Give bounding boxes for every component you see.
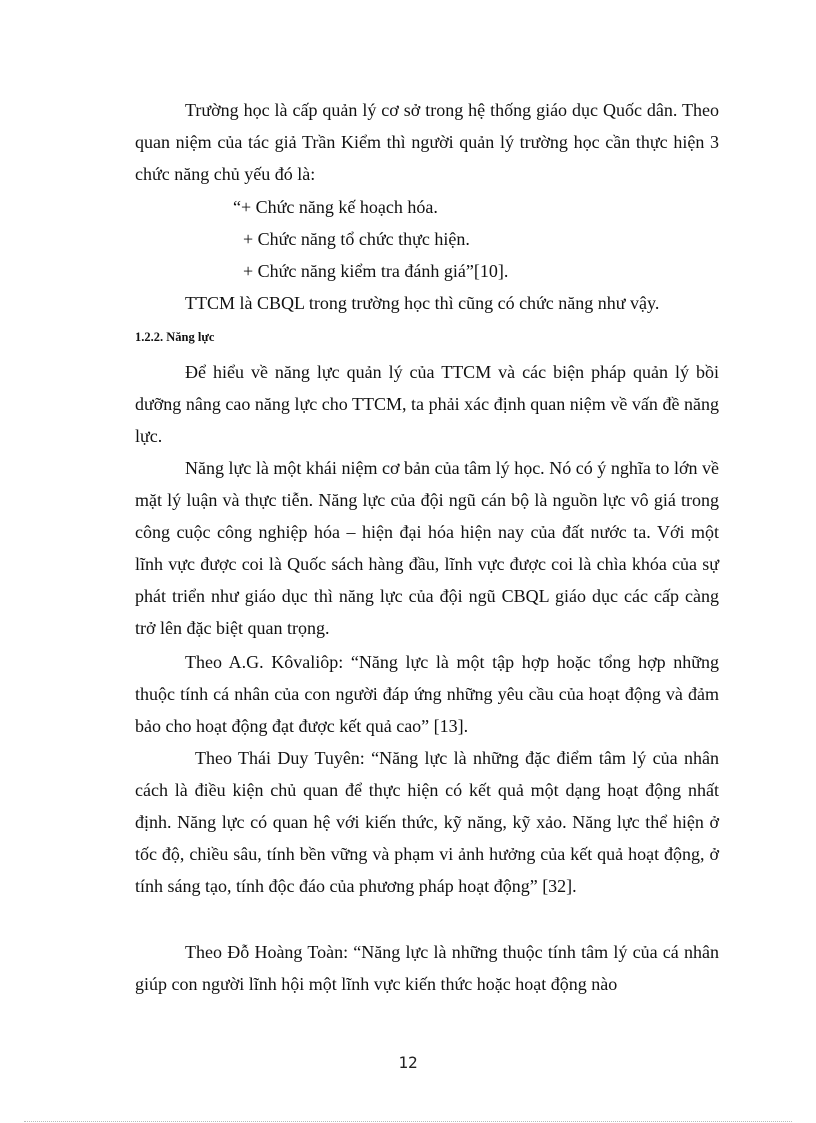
list-item-organizing: + Chức năng tổ chức thực hiện. — [243, 229, 470, 249]
paragraph-capacity-definition: Năng lực là một khái niệm cơ bản của tâm lý học. Nó có ý nghĩa to lớn về mặt lý luận và thực tiễn. Năng lực của đội ngũ cán bộ là nguồn lực vô giá trong công cuộc công nghiệp hóa – hiện đại hóa hiện nay của đất nước ta. Với một lĩnh vực được coi là Quốc sách hàng đầu, lĩnh vực được coi là chìa khóa của sự phát triển như giáo dục thì năng lực của đội ngũ CBQL giáo dục các cấp càng trở lên đặc biệt quan trọng. — [135, 458, 719, 638]
paragraph-do-hoang-toan-quote: Theo Đỗ Hoàng Toàn: “Năng lực là những thuộc tính tâm lý của cá nhân giúp con người lĩnh hội một lĩnh vực kiến thức hoặc hoạt động nào — [135, 942, 719, 994]
section-heading: 1.2.2. Năng lực — [135, 330, 215, 344]
list-item-planning: “+ Chức năng kế hoạch hóa. — [233, 197, 438, 217]
paragraph-thai-duy-tuyen-quote: Theo Thái Duy Tuyên: “Năng lực là những đặc điểm tâm lý của nhân cách là điều kiện chủ quan để thực hiện có kết quả một dạng hoạt động nhất định. Năng lực có quan hệ với kiến thức, kỹ năng, kỹ xảo. Năng lực thể hiện ở tốc độ, chiều sâu, tính bền vững và phạm vi ảnh hưởng của kết quả hoạt động, ở tính sáng tạo, tính độc đáo của phương pháp hoạt động” [32]. — [135, 748, 719, 896]
page-bottom-divider — [24, 1121, 792, 1122]
paragraph-school-management: Trường học là cấp quản lý cơ sở trong hệ thống giáo dục Quốc dân. Theo quan niệm của tác giả Trần Kiểm thì người quản lý trường học cần thực hiện 3 chức năng chủ yếu đó là: — [135, 100, 719, 184]
paragraph-capacity-intro: Để hiểu về năng lực quản lý của TTCM và các biện pháp quản lý bồi dưỡng nâng cao năng lực cho TTCM, ta phải xác định quan niệm về vấn đề năng lực. — [135, 362, 719, 446]
page-number: 12 — [398, 1053, 418, 1072]
paragraph-kovaliop-quote: Theo A.G. Kôvaliôp: “Năng lực là một tập hợp hoặc tổng hợp những thuộc tính cá nhân của con người đáp ứng những yêu cầu của hoạt động và đảm bảo cho hoạt động đạt được kết quả cao” [13]. — [135, 652, 719, 736]
paragraph-ttcm-function: TTCM là CBQL trong trường học thì cũng có chức năng như vậy. — [185, 293, 660, 313]
list-item-evaluating: + Chức năng kiểm tra đánh giá”[10]. — [243, 261, 509, 281]
